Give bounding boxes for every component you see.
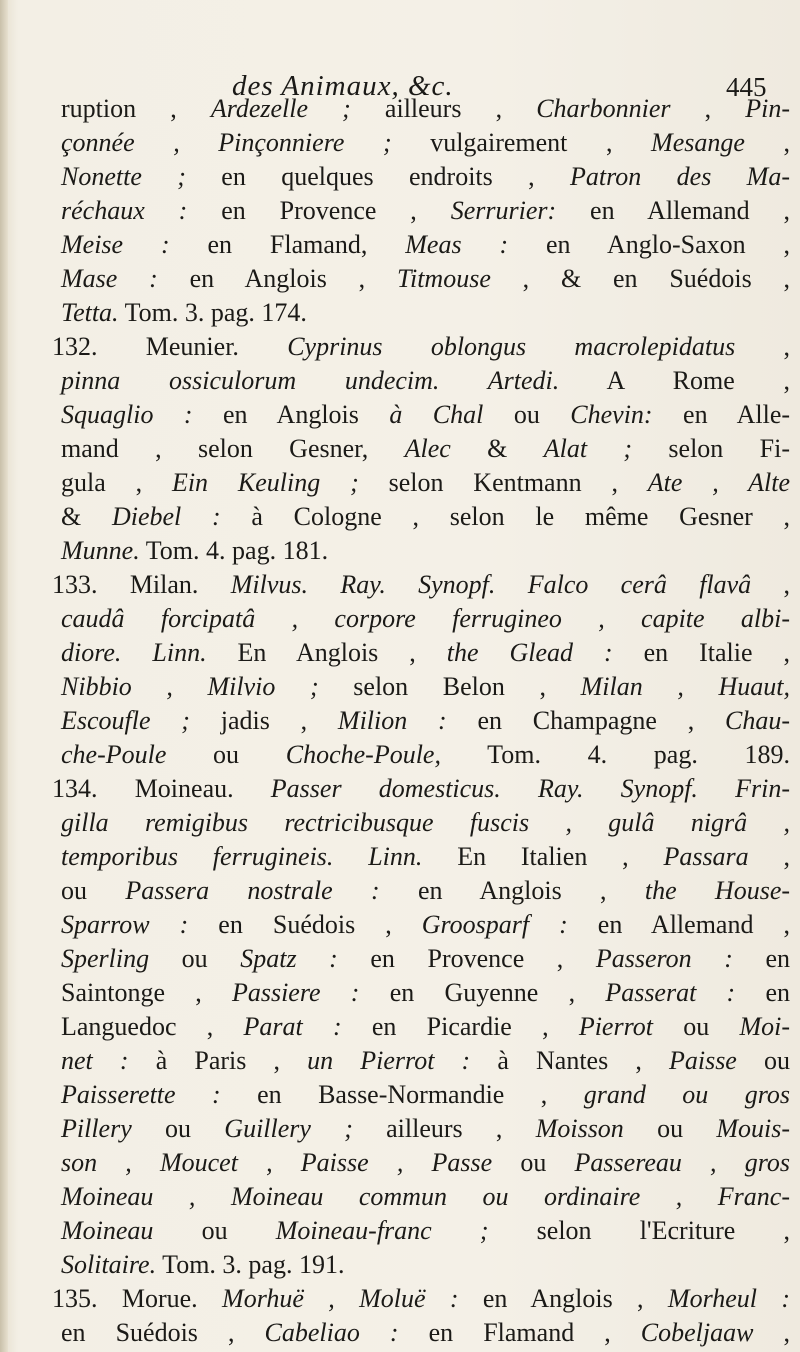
roman-segment: ou [149,944,241,973]
page-gutter [0,0,8,1352]
roman-segment: en quelques endroits , [185,162,571,191]
text-line [61,228,790,262]
roman-segment: en Provence , [187,196,451,225]
roman-segment: ailleurs , [352,1114,536,1143]
italic-segment: Moisson [535,1114,624,1143]
roman-segment: en Flamand, [169,230,406,259]
roman-segment: ailleurs , [350,94,537,123]
italic-segment: Paisserette : [61,1080,221,1109]
text-line [61,296,790,330]
italic-segment: pinna ossiculorum undecim. Artedi. [61,366,560,395]
roman-segment: ou [131,1114,225,1143]
roman-segment: Tom. 4. pag. 181. [139,536,329,565]
italic-segment: Morhuë , Moluë : [222,1284,459,1313]
italic-segment: Patron des Ma- [570,162,790,191]
roman-segment: en Anglo-Saxon , [508,230,790,259]
italic-segment: Escoufle ; [61,706,190,735]
roman-segment: selon l'Ecriture , [488,1216,790,1245]
text-line [61,466,790,500]
italic-segment: Passeron : [595,944,733,973]
italic-segment: Ein Keuling ; [171,468,359,497]
roman-segment: mand , selon Gesner, [61,434,405,463]
roman-segment: ou [61,876,126,905]
roman-segment: en Alle- [652,400,791,429]
text-line [61,1078,790,1112]
italic-segment: Passiere : [231,978,360,1007]
roman-segment: , [744,128,790,157]
roman-segment: A Rome , [559,366,790,395]
italic-segment: Alat ; [543,434,633,463]
text-line [61,398,790,432]
roman-segment: selon Kentmann , [358,468,648,497]
roman-segment: Tom. 4. pag. 189. [440,740,790,769]
text-line [61,1044,790,1078]
italic-segment: Passera nostrale : [125,876,380,905]
roman-segment: , [670,94,746,123]
roman-segment: 133. Milan. [52,570,231,599]
text-line [61,908,790,942]
italic-segment: Moineau [61,1216,154,1245]
roman-segment: ou [166,740,286,769]
italic-segment: Spatz : [240,944,338,973]
roman-segment: 134. Moineau. [52,774,271,803]
text-line [61,636,790,670]
roman-segment: à Cologne , selon le même Gesner , [220,502,790,531]
roman-segment: en Anglois , [157,264,397,293]
italic-segment: Passer domesticus. Ray. Synopf. Frin- [270,774,790,803]
text-line [61,1180,790,1214]
italic-segment: Charbonnier [536,94,671,123]
roman-segment: à Nantes , [470,1046,669,1075]
italic-segment: son , Moucet , Paisse , Passe [61,1148,493,1177]
roman-segment: en Picardie , [341,1012,579,1041]
roman-segment: Tom. 3. pag. 191. [156,1250,345,1279]
text-line [61,602,790,636]
roman-segment: jadis , [189,706,338,735]
roman-segment: selon Belon , [318,672,581,701]
roman-segment: vulgairement , [391,128,652,157]
italic-segment: Pin- [745,94,791,123]
roman-segment: , [753,1318,791,1347]
italic-segment: the Glead : [446,638,613,667]
italic-segment: Milion : [337,706,447,735]
roman-segment: ou [153,1216,276,1245]
roman-segment: & [450,434,544,463]
text-line [61,704,790,738]
roman-segment: en Champagne , [446,706,725,735]
italic-segment: à Chal [389,400,484,429]
roman-segment: en Allemand , [567,910,790,939]
italic-segment: Milvus. Ray. Synopf. Falco cerâ flavâ [230,570,752,599]
roman-segment: & [61,502,112,531]
italic-segment: Diebel : [111,502,221,531]
roman-segment: ou [652,1012,740,1041]
italic-segment: Meise : [61,230,170,259]
text-line [61,738,790,772]
roman-segment: gula , [61,468,172,497]
running-head: des Animaux, &c. [232,70,454,102]
text-line [61,160,790,194]
italic-segment: Guillery ; [224,1114,353,1143]
text-line [61,1214,790,1248]
italic-segment: Ate , Alte [647,468,791,497]
italic-segment: Chau- [725,706,790,735]
italic-segment: Paisse [668,1046,737,1075]
italic-segment: Serrurier: [450,196,557,225]
text-line [61,1112,790,1146]
italic-segment: Chevin: [570,400,653,429]
text-line [61,432,790,466]
italic-segment: Cabeliao : [264,1318,399,1347]
italic-segment: gilla remigibus rectricibusque fuscis , gulâ nigrâ , [61,808,790,837]
italic-segment: Sparrow : [61,910,189,939]
italic-segment: Tetta. [61,298,119,327]
page-number: 445 [726,72,767,102]
italic-segment: the House- [644,876,791,905]
italic-segment: Pillery [61,1114,132,1143]
text-line [61,1316,790,1350]
italic-segment: Moineau-franc ; [275,1216,489,1245]
italic-segment: Ardezelle ; [210,94,351,123]
italic-segment: che-Poule [61,740,167,769]
italic-segment: Mouis- [716,1114,791,1143]
text-line [52,330,790,364]
italic-segment: net : [61,1046,129,1075]
italic-segment: Titmouse [396,264,491,293]
italic-segment: Munne. [61,536,140,565]
italic-segment: caudâ forcipatâ , corpore ferrugineo , capite albi- [61,604,790,633]
italic-segment: Nonette ; [61,162,186,191]
italic-segment: Morheul : [667,1284,790,1313]
roman-segment: ou [492,1148,575,1177]
text-line [61,806,790,840]
text-line [61,126,790,160]
roman-segment: 132. Meunier. [52,332,288,361]
roman-segment: ou [623,1114,717,1143]
roman-segment: ou [483,400,571,429]
italic-segment: Nibbio , Milvio ; [61,672,319,701]
italic-segment: Moi- [739,1012,790,1041]
italic-segment: Solitaire. [61,1250,157,1279]
italic-segment: un Pierrot : [307,1046,471,1075]
roman-segment: En Italien , [422,842,664,871]
italic-segment: Squaglio : [61,400,193,429]
text-line [61,942,790,976]
italic-segment: çonnée , Pinçonniere ; [61,128,392,157]
roman-segment: , [751,570,791,599]
roman-segment: en Anglois [192,400,390,429]
roman-segment: , [735,332,791,361]
italic-segment: Meas : [405,230,509,259]
text-line [61,976,790,1010]
roman-segment: Saintonge , [61,978,232,1007]
italic-segment: grand ou gros [583,1080,790,1109]
roman-segment: Tom. 3. pag. 174. [118,298,307,327]
italic-segment: diore. Linn. [61,638,207,667]
roman-segment: en Anglois , [458,1284,668,1313]
text-line [52,568,790,602]
roman-segment: en Allemand , [556,196,791,225]
roman-segment: en Flamand , [398,1318,641,1347]
roman-segment: à Paris , [128,1046,308,1075]
roman-segment: en [735,978,790,1007]
roman-segment: en Provence , [337,944,596,973]
text-line [61,500,790,534]
roman-segment: en Suédois , [188,910,422,939]
roman-segment: en Suédois , [61,1318,265,1347]
italic-segment: réchaux : [61,196,188,225]
text-line [61,670,790,704]
italic-segment: Mesange [651,128,745,157]
italic-segment: Cyprinus oblongus macrolepidatus [287,332,736,361]
roman-segment: , [748,842,790,871]
text-line [61,1010,790,1044]
italic-segment: Passereau , gros [574,1148,791,1177]
roman-segment: ruption , [61,94,211,123]
roman-segment: en Italie , [612,638,791,667]
text-line [52,1282,790,1316]
roman-segment: en Anglois , [379,876,645,905]
text-line [61,534,790,568]
roman-segment: en [732,944,791,973]
text-line [61,92,790,126]
italic-segment: temporibus ferrugineis. Linn. [61,842,423,871]
italic-segment: Choche-Poule, [285,740,441,769]
roman-segment: en Guyenne , [359,978,606,1007]
text-line [61,840,790,874]
roman-segment: En Anglois , [206,638,447,667]
italic-segment: Alec [404,434,451,463]
roman-segment: ou [736,1046,790,1075]
roman-segment: Languedoc , [61,1012,244,1041]
text-line [61,262,790,296]
text-line [61,874,790,908]
roman-segment: , & en Suédois , [490,264,790,293]
roman-segment: selon Fi- [632,434,790,463]
text-line [52,772,790,806]
italic-segment: Moineau , Moineau commun ou ordinaire , Franc- [61,1182,790,1211]
italic-segment: Pierrot [578,1012,653,1041]
roman-segment: 135. Morue. [52,1284,223,1313]
italic-segment: Milan , Huaut, [580,672,790,701]
roman-segment: en Basse-Normandie , [220,1080,584,1109]
text-line [61,364,790,398]
italic-segment: Mase : [61,264,158,293]
text-line [61,1146,790,1180]
text-line [61,1248,790,1282]
italic-segment: Cobeljaaw [640,1318,754,1347]
italic-segment: Sperling [61,944,150,973]
italic-segment: Groosparf : [421,910,568,939]
text-line [61,194,790,228]
italic-segment: Passara [663,842,749,871]
italic-segment: Parat : [243,1012,342,1041]
italic-segment: Passerat : [605,978,736,1007]
